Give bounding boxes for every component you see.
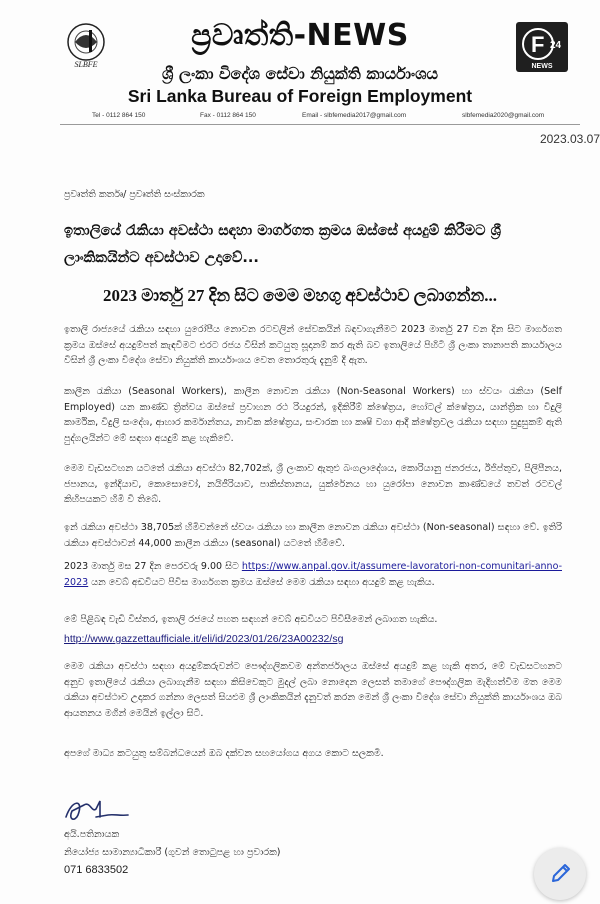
gazzetta-link[interactable]: http://www.gazzettaufficiale.it/eli/id/2023/01/26/23A00232/sg bbox=[64, 633, 344, 645]
signatory-phone: 071 6833502 bbox=[64, 864, 129, 876]
page-title: ප්‍රවෘත්ති-NEWS bbox=[191, 18, 409, 53]
paragraph-advisory: මෙම රැකියා අවස්ථා සඳහා අයදුම්කරුවන්ට පෞද්ගලිකවම අන්තර්ජාලය ඔස්සේ අයදුම් කළ හැකි අතර, මේ වැඩසටහනට අනුව ඉතාලියේ රැකියා ලබාගැනීම සඳහා කිසිවෙකුට මුදල් ලබා නොදෙන ලෙසත් තමාගේ පෞද්ගලික මැදිහත්වීම මත මෙම රැකියා අවස්ථාව උදාකර ගන්නා ලෙසත් සියළුම ශ්‍රී ලාංකිකයින් දැනුවත් කරන මෙන් ශ්‍රී ලංකා විදේශ සේවා නියුක්ති කාර්යාංශය ඔබ ආයතනය මගින් මෙයින් ඉල්ලා සිටී. bbox=[64, 661, 562, 719]
paragraph-allocation: ඉන් රැකියා අවස්ථා 38,705ක් හිමිවන්නේ ස්වයං රැකියා හා කාලීන නොවන රැකියා අවස්ථා (Non-seasonal) සඳහා වේ. ඉතිරි රැකියා අවස්ථාවන් 44,000 කාලීන රැකියා (seasonal) යටතේ හිමිවේ. bbox=[64, 522, 562, 549]
news-logo-label: NEWS bbox=[531, 63, 553, 70]
svg-text:24: 24 bbox=[550, 40, 562, 51]
paragraph-closing: අපගේ මාධ්‍ය කටයුතු සම්බන්ධයෙන් ඔබ දක්වන සහයෝගය අගය කොට සලකමි. bbox=[64, 748, 384, 759]
header-divider bbox=[60, 124, 580, 125]
paragraph-apply-online bbox=[64, 559, 562, 590]
handwritten-signature bbox=[62, 795, 132, 825]
document-date: 2023.03.07 bbox=[539, 132, 600, 146]
pencil-icon bbox=[534, 848, 586, 900]
news-logo bbox=[516, 22, 568, 72]
apply-instruction-text: යන වෙබ් අඩවියට පිවිස මාර්ගගත ක්‍රමය ඔස්සේ මෙම රැකියා සඳහා අයදුම් කළ හැකිය. bbox=[88, 576, 435, 588]
email-secondary: slbfemedia2020@gmail.com bbox=[462, 112, 545, 119]
signatory-name: අයි.පතිනායක bbox=[64, 829, 120, 840]
svg-text:F: F bbox=[531, 32, 545, 57]
logo-left-caption: SLBFE bbox=[74, 60, 98, 69]
email-primary: Email - slbfemedia2017@gmail.com bbox=[302, 112, 407, 119]
edit-button[interactable] bbox=[534, 848, 586, 900]
apply-date-text: 2023 මාර්තු මස 27 දින පෙරවරු 9.00 සිට bbox=[64, 561, 242, 572]
telephone: Tel - 0112 864 150 bbox=[92, 112, 146, 119]
bureau-name-english: Sri Lanka Bureau of Foreign Employment bbox=[127, 86, 473, 106]
bureau-name-sinhala: ශ්‍රී ලංකා විදේශ සේවා නියුක්ති කාර්යාංශය bbox=[161, 64, 439, 83]
anpal-link[interactable]: https://www.anpal.gov.it/assumere-lavoratori-non-comunitari-anno-2023 bbox=[64, 561, 562, 588]
headline: ඉතාලියේ රැකියා අවස්ථා සඳහා මාර්ගගත ක්‍රමය ඔස්සේ අයදුම් කිරීමට ශ්‍රී ලාංකිකයින්ට අවස්ථාව උදාවේ... bbox=[64, 223, 502, 266]
paragraph-intro: ඉතාලි රාජ්‍යයේ රැකියා සඳහා යුරෝපීය නොවන රටවලින් සේවකයින් බඳවාගැනීමට 2023 මාර්තු 27 වන දින සිට මාර්ගගත ක්‍රමය ඔස්සේ අයදුම්පත් කැඳවීමට එරට රජය විසින් කටයුතු සූදානම් කර ඇති බව ඉතාලියේ පිහිටි ශ්‍රී ලංකා තානාපති කාර්යාලය විසින් ශ්‍රී ලංකා විදේශ සේවා නියුක්ති කාර්යාංශය වෙත තොරතුරු දැනුම් දී ඇත. bbox=[64, 324, 562, 366]
subheadline: 2023 මාර්තු 27 දින සිට මෙම මහගු අවස්ථාව ලබාගන්න... bbox=[103, 286, 497, 305]
paragraph-more-info: මේ පිළිබඳ වැඩි විස්තර, ඉතාලි රජයේ පහත සඳහන් වෙබ් අඩවියට පිවිසීමෙන් ලබාගත හැකිය. bbox=[64, 614, 438, 625]
paragraph-categories: කාලීන රැකියා (Seasonal Workers), කාලීන නොවන රැකියා (Non-Seasonal Workers) හා ස්වයං රැකියා (Self Employed) යන කාණ්ඩ ත්‍රිත්වය ඔස්සේ ප්‍රවාහන රථ රියදුරන්, ඉදිකිරීම් ක්ෂේත්‍රය, හෝටල් ක්ෂේත්‍රය, යාන්ත්‍රික හා විදුලි කාර්මික, විදුලි සංදේශ, ආහාර කර්මාන්තය, නාවික ක්ෂේත්‍රය, සංචාරක හා කෘෂි වගා ආදී ක්ෂේත්‍රවල රැකියා සඳහා සුදුසුකම් ඇති පුද්ගලයින්ට මේ සඳහා අයදුම් කළ හැකිවේ. bbox=[64, 386, 562, 444]
recipient-line: ප්‍රවෘත්ති කර්තෘ/ ප්‍රවෘත්ති සංස්කාරක bbox=[64, 189, 205, 200]
signatory-title: නියෝජ්‍ය සාමාන්‍යාධිකාරී (ගුවන් තොටුපළ හා ප්‍රවාරක) bbox=[64, 847, 281, 858]
fax: Fax - 0112 864 150 bbox=[200, 112, 256, 119]
paragraph-countries: මෙම වැඩසටහන යටතේ රැකියා අවස්ථා 82,702ක්, ශ්‍රී ලංකාව ඇතුළු බංගලාදේශය, කොරියානු ජනරජය, ඊජිප්තුව, පිලිපීනය, ජපානය, ඉන්දියාව, කොසොවෝ, නයිජීරියාව, පාකිස්තානය, යුක්රේනය හා යුරෝපා නොවන කාණ්ඩයේ තවත් රටවල් කිහිපයකට හිමි වී තිබේ. bbox=[64, 463, 562, 505]
